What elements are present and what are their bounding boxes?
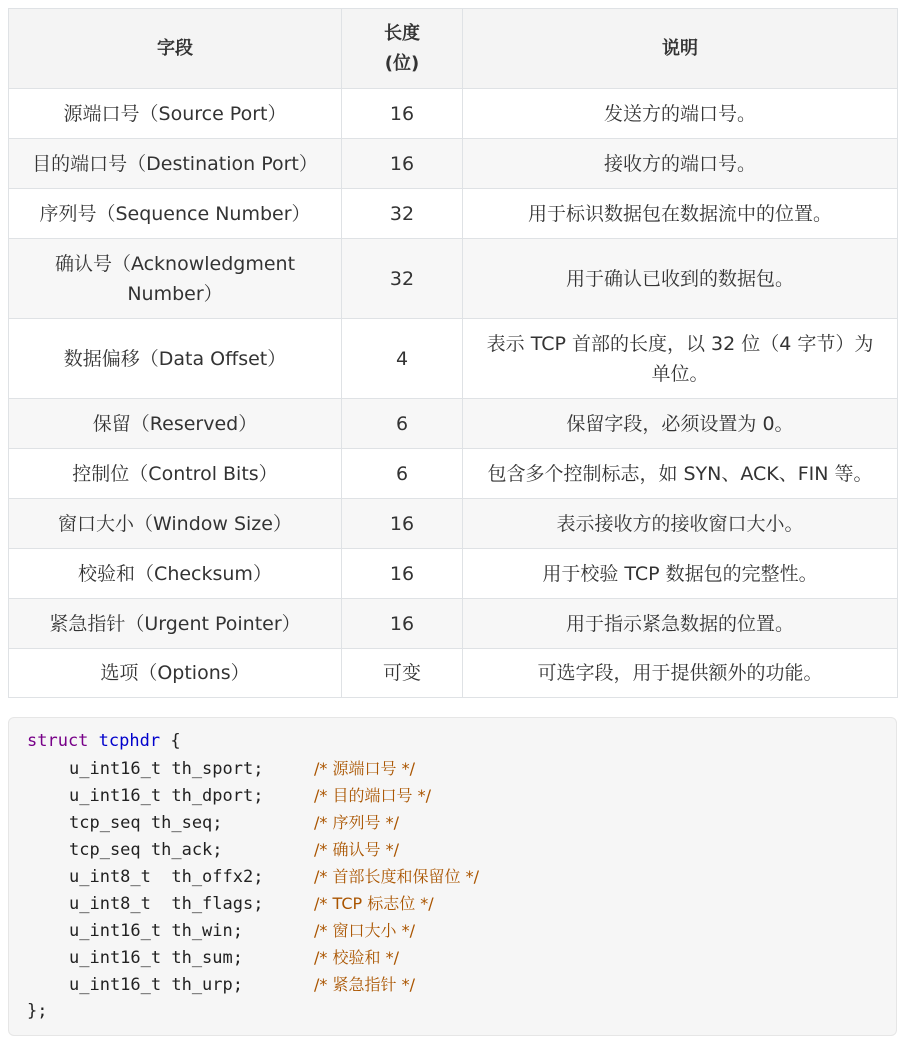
table-row [9, 649, 898, 698]
table-row [9, 319, 898, 399]
cell-description: 用于标识数据包在数据流中的位置。 [463, 189, 898, 239]
code-line [27, 971, 896, 998]
code-comment: /* TCP 标志位 */ [314, 894, 434, 913]
cell-field: 数据偏移（Data Offset） [9, 319, 342, 399]
cell-description: 发送方的端口号。 [463, 89, 898, 139]
code-comment: /* 目的端口号 */ [314, 786, 431, 805]
code-declaration: u_int16_t th_dport; [69, 786, 264, 806]
table-header-row [9, 9, 898, 89]
code-declaration: u_int8_t th_flags; [69, 894, 264, 914]
code-line [27, 863, 896, 890]
cell-field: 保留（Reserved） [9, 399, 342, 449]
code-comment: /* 首部长度和保留位 */ [314, 867, 479, 886]
code-line [27, 890, 896, 917]
cell-length: 16 [342, 549, 463, 599]
code-line [27, 836, 896, 863]
cell-length: 6 [342, 449, 463, 499]
cell-field: 紧急指针（Urgent Pointer） [9, 599, 342, 649]
cell-length: 16 [342, 139, 463, 189]
code-declaration: u_int16_t th_urp; [69, 975, 243, 995]
code-open-brace: { [170, 731, 181, 751]
cell-field: 窗口大小（Window Size） [9, 499, 342, 549]
code-line [27, 782, 896, 809]
cell-field: 选项（Options） [9, 649, 342, 698]
cell-field: 序列号（Sequence Number） [9, 189, 342, 239]
code-struct-close: }; [27, 1001, 48, 1021]
cell-description: 用于确认已收到的数据包。 [463, 239, 898, 319]
cell-length: 32 [342, 239, 463, 319]
cell-length: 16 [342, 499, 463, 549]
code-line [27, 755, 896, 782]
code-struct-open [27, 728, 896, 755]
code-declaration: u_int16_t th_sum; [69, 948, 243, 968]
tcp-header-table [8, 8, 898, 698]
cell-length: 4 [342, 319, 463, 399]
cell-length: 6 [342, 399, 463, 449]
header-length: 长度 (位) [342, 9, 463, 89]
cell-description: 表示 TCP 首部的长度，以 32 位（4 字节）为单位。 [463, 319, 898, 399]
header-field: 字段 [9, 9, 342, 89]
code-declaration: tcp_seq th_ack; [69, 840, 223, 860]
cell-field: 确认号（Acknowledgment Number） [9, 239, 342, 319]
code-line [27, 917, 896, 944]
cell-description: 表示接收方的接收窗口大小。 [463, 499, 898, 549]
table-row [9, 239, 898, 319]
code-type-name: tcphdr [98, 731, 161, 751]
table-row [9, 599, 898, 649]
cell-description: 保留字段，必须设置为 0。 [463, 399, 898, 449]
cell-description: 包含多个控制标志，如 SYN、ACK、FIN 等。 [463, 449, 898, 499]
cell-field: 目的端口号（Destination Port） [9, 139, 342, 189]
table-row [9, 89, 898, 139]
code-keyword: struct [27, 731, 89, 751]
code-block [8, 717, 897, 1036]
table-row [9, 499, 898, 549]
cell-description: 接收方的端口号。 [463, 139, 898, 189]
cell-length: 可变 [342, 649, 463, 698]
code-comment: /* 确认号 */ [314, 840, 399, 859]
cell-description: 可选字段，用于提供额外的功能。 [463, 649, 898, 698]
code-declaration: u_int16_t th_sport; [69, 759, 264, 779]
cell-length: 16 [342, 599, 463, 649]
cell-length: 32 [342, 189, 463, 239]
code-declaration: u_int16_t th_win; [69, 921, 243, 941]
code-declaration: u_int8_t th_offx2; [69, 867, 264, 887]
cell-field: 校验和（Checksum） [9, 549, 342, 599]
code-declaration: tcp_seq th_seq; [69, 813, 223, 833]
code-comment: /* 序列号 */ [314, 813, 399, 832]
code-comment: /* 校验和 */ [314, 948, 399, 967]
code-comment: /* 窗口大小 */ [314, 921, 415, 940]
header-description: 说明 [463, 9, 898, 89]
cell-field: 控制位（Control Bits） [9, 449, 342, 499]
code-comment: /* 源端口号 */ [314, 759, 415, 778]
cell-description: 用于校验 TCP 数据包的完整性。 [463, 549, 898, 599]
code-comment: /* 紧急指针 */ [314, 975, 415, 994]
cell-length: 16 [342, 89, 463, 139]
table-row [9, 449, 898, 499]
table-row [9, 189, 898, 239]
code-line [27, 809, 896, 836]
table-row [9, 139, 898, 189]
table-row [9, 399, 898, 449]
table-row [9, 549, 898, 599]
cell-description: 用于指示紧急数据的位置。 [463, 599, 898, 649]
code-line [27, 944, 896, 971]
cell-field: 源端口号（Source Port） [9, 89, 342, 139]
